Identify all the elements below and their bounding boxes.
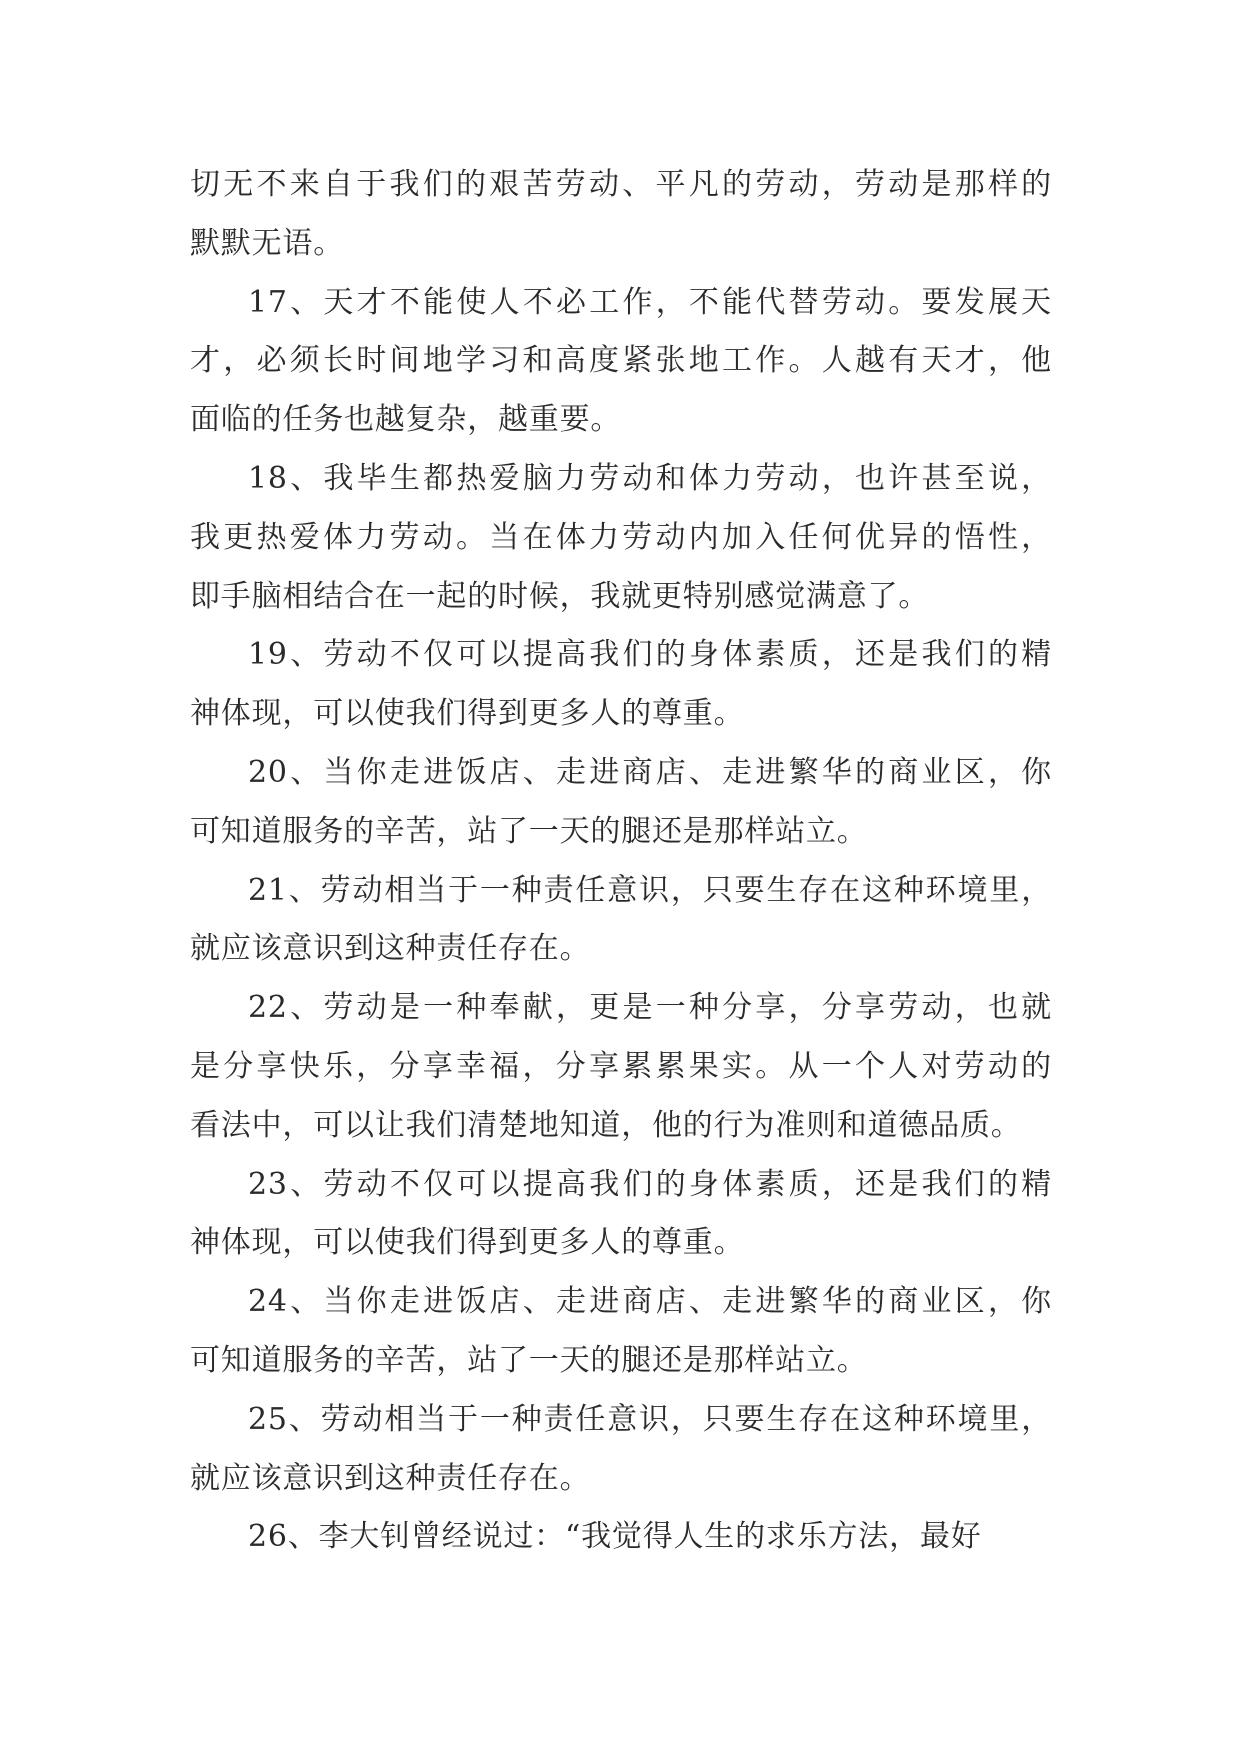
paragraph [190,862,1052,980]
text-line: 19、劳动不仅可以提高我们的身体素质，还是我们的精 [248,637,1052,673]
paragraph [190,626,1052,744]
text-line: 即手脑相结合在一起的时候，我就更特别感觉满意了。 [190,578,930,614]
text-line: 就应该意识到这种责任存在。 [190,1460,591,1496]
text-line: 默默无语。 [190,225,344,261]
text-line: 切无不来自于我们的艰苦劳动、平凡的劳动，劳动是那样的 [190,167,1052,202]
paragraph [190,979,1052,1155]
document-body [190,156,1052,1567]
paragraph [190,1273,1052,1391]
text-line: 23、劳动不仅可以提高我们的身体素质，还是我们的精 [248,1166,1052,1202]
text-line: 25、劳动相当于一种责任意识，只要生存在这种环境里， [248,1401,1052,1437]
text-line: 神体现，可以使我们得到更多人的尊重。 [190,696,745,732]
paragraph [190,744,1052,862]
text-line: 24、当你走进饭店、走进商店、走进繁华的商业区，你 [248,1284,1052,1320]
text-line: 面临的任务也越复杂，越重要。 [190,402,622,438]
text-line: 21、劳动相当于一种责任意识，只要生存在这种环境里， [248,872,1052,908]
paragraph [190,1508,1052,1567]
paragraph [190,450,1052,626]
text-line: 20、当你走进饭店、走进商店、走进繁华的商业区，你 [248,754,1052,790]
text-line: 才，必须长时间地学习和高度紧张地工作。人越有天才，他 [190,343,1052,379]
text-line: 22、劳动是一种奉献，更是一种分享，分享劳动，也就 [248,990,1052,1026]
text-line: 看法中，可以让我们清楚地知道，他的行为准则和道德品质。 [190,1107,1022,1143]
text-line: 我更热爱体力劳动。当在体力劳动内加入任何优异的悟性， [190,519,1052,555]
text-line: 26、李大钊曾经说过：“我觉得人生的求乐方法，最好 [248,1519,982,1555]
text-line: 是分享快乐，分享幸福，分享累累果实。从一个人对劳动的 [190,1048,1052,1084]
text-line: 神体现，可以使我们得到更多人的尊重。 [190,1225,745,1261]
paragraph [190,1156,1052,1274]
paragraph [190,274,1052,450]
text-line: 就应该意识到这种责任存在。 [190,931,591,967]
paragraph [190,1391,1052,1509]
text-line: 可知道服务的辛苦，站了一天的腿还是那样站立。 [190,1342,868,1378]
text-line: 17、天才不能使人不必工作，不能代替劳动。要发展天 [248,284,1052,320]
text-line: 可知道服务的辛苦，站了一天的腿还是那样站立。 [190,813,868,849]
text-line: 18、我毕生都热爱脑力劳动和体力劳动，也许甚至说， [248,460,1052,496]
paragraph [190,156,1052,274]
